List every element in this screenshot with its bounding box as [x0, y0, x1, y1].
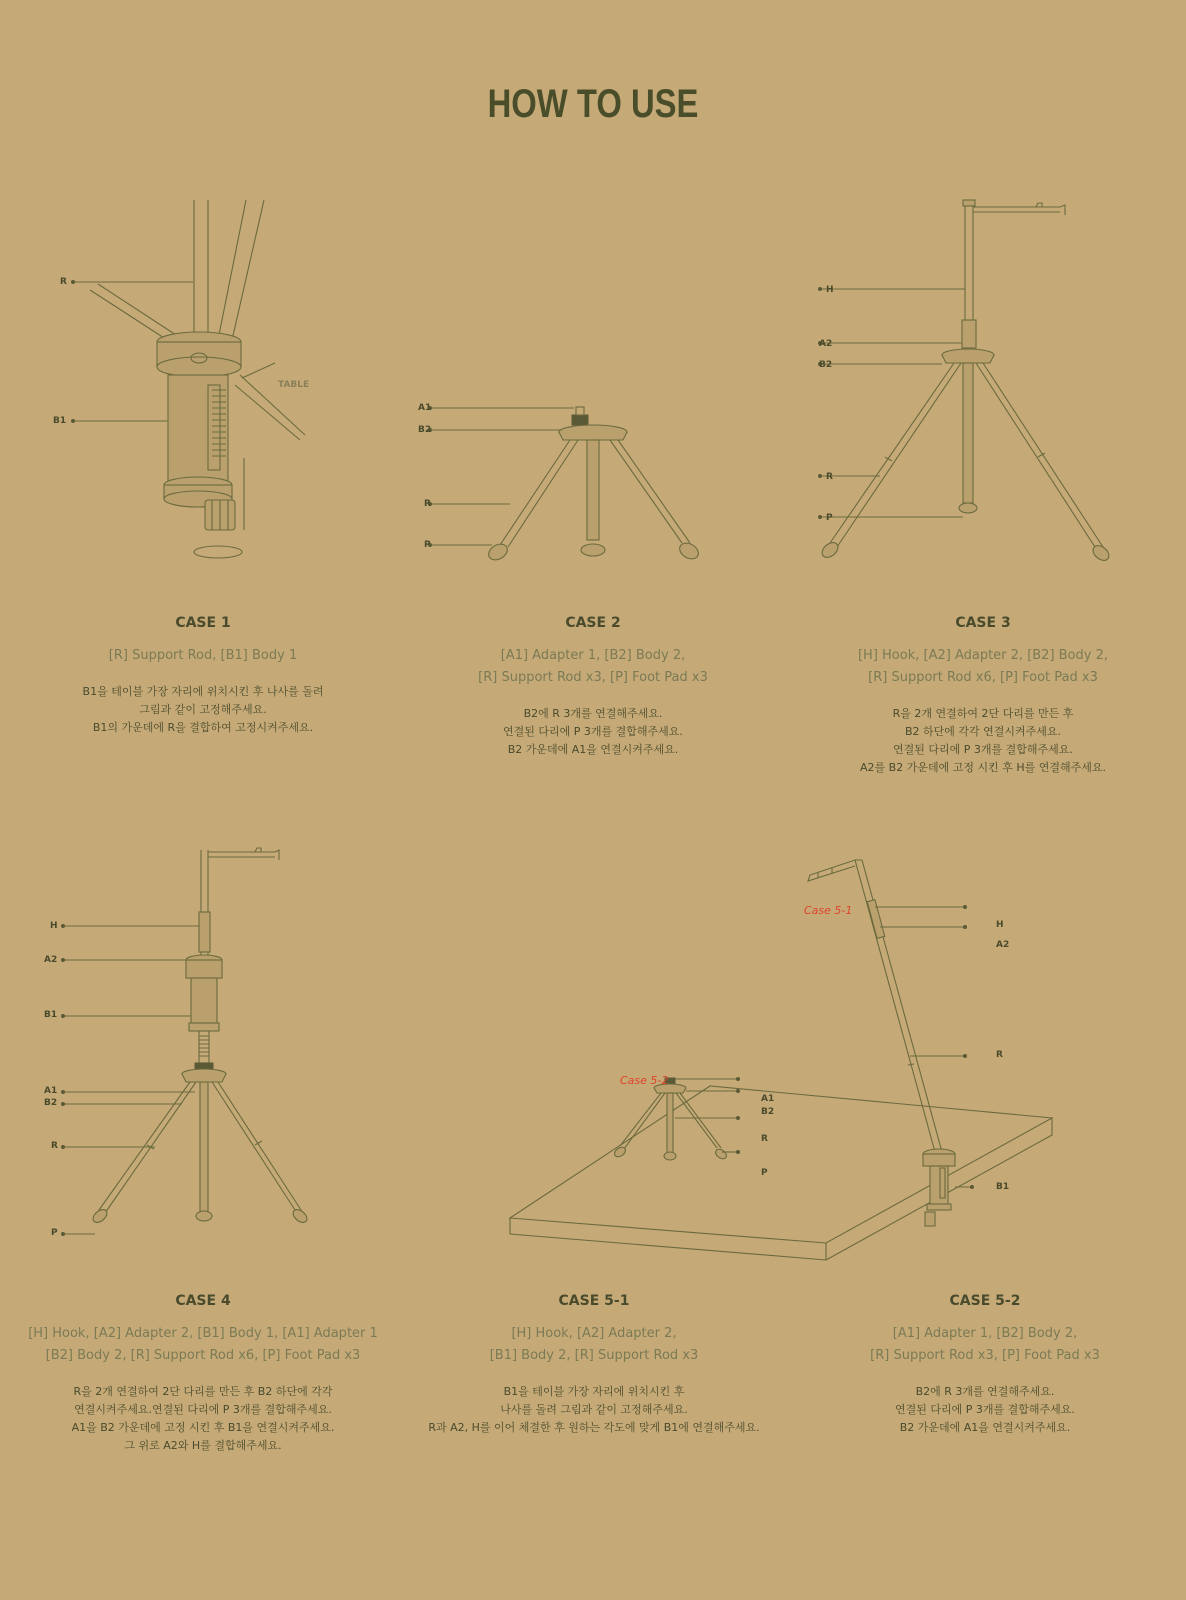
- case-description: [785, 1383, 1185, 1437]
- description-line: B2에 R 3개를 연결해주세요.: [523, 707, 663, 720]
- description-line: B2 가운데에 A1을 연결시켜주세요.: [899, 1421, 1071, 1434]
- case-3-block: [783, 615, 1183, 777]
- case-1-block: [23, 615, 383, 737]
- description-line: B1을 테이블 가장 자리에 위치시킨 후 나사를 돌려: [82, 685, 324, 698]
- parts-line: [R] Support Rod, [B1] Body 1: [108, 648, 298, 663]
- case-title: CASE 5-1: [558, 1293, 630, 1309]
- description-line: R과 A2, H를 이어 체결한 후 원하는 각도에 맞게 B1에 연결해주세요.: [428, 1421, 760, 1434]
- case4-label-b2: B2: [44, 1098, 58, 1108]
- parts-line: [B1] Body 2, [R] Support Rod x3: [489, 1348, 699, 1363]
- case4-label-a1: A1: [44, 1086, 58, 1096]
- description-line: A1을 B2 가운데에 고정 시킨 후 B1을 연결시켜주세요.: [71, 1421, 335, 1434]
- case-4-block: [3, 1293, 403, 1455]
- description-line: 연결된 다리에 P 3개를 결합해주세요.: [503, 725, 683, 738]
- description-line: B2 가운데에 A1을 연결시켜주세요.: [507, 743, 679, 756]
- case3-label-h: H: [826, 285, 834, 295]
- parts-line: [A1] Adapter 1, [B2] Body 2,: [500, 648, 686, 663]
- case-parts: [23, 645, 383, 667]
- case-title: CASE 5-2: [949, 1293, 1021, 1309]
- case-title: CASE 2: [565, 615, 621, 631]
- case2-label-p: P: [424, 540, 431, 550]
- case5-label-r-lower: R: [761, 1134, 768, 1144]
- case-parts: [394, 1323, 794, 1367]
- case1-label-table: TABLE: [278, 380, 310, 390]
- case2-label-r: R: [424, 499, 431, 509]
- case-description: [393, 705, 793, 759]
- parts-line: [R] Support Rod x3, [P] Foot Pad x3: [870, 1348, 1100, 1363]
- case1-illustration: [50, 200, 330, 580]
- case-description: [394, 1383, 794, 1437]
- case1-label-b1: B1: [53, 416, 67, 426]
- case3-label-p: P: [826, 513, 833, 523]
- case4-label-b1: B1: [44, 1010, 58, 1020]
- case3-label-r: R: [826, 472, 833, 482]
- page-title: HOW TO USE: [487, 82, 699, 126]
- case5-label-r-upper: R: [996, 1050, 1003, 1060]
- case-title: CASE 3: [955, 615, 1011, 631]
- description-line: R을 2개 연결하여 2단 다리를 만든 후: [892, 707, 1074, 720]
- case-5-1-block: [394, 1293, 794, 1437]
- case1-label-r: R: [60, 277, 67, 287]
- case-parts: [785, 1323, 1185, 1367]
- case4-label-h: H: [50, 921, 58, 931]
- case-parts: [3, 1323, 403, 1367]
- case-2-block: [393, 615, 793, 759]
- description-line: A2를 B2 가운데에 고정 시킨 후 H를 연결해주세요.: [860, 761, 1106, 774]
- description-line: B2에 R 3개를 연결해주세요.: [915, 1385, 1055, 1398]
- case4-label-p: P: [51, 1228, 58, 1238]
- case-title: CASE 1: [175, 615, 231, 631]
- case5-label-a2: A2: [996, 940, 1010, 950]
- parts-line: [H] Hook, [A2] Adapter 2, [B2] Body 2,: [857, 648, 1109, 663]
- case5-2-tag: Case 5-2: [620, 1074, 669, 1087]
- description-line: 그림과 같이 고정해주세요.: [139, 703, 267, 716]
- case5-label-b2: B2: [761, 1107, 775, 1117]
- case3-label-a2: A2: [819, 339, 833, 349]
- description-line: 그 위로 A2와 H를 결합해주세요.: [124, 1439, 282, 1452]
- parts-line: [H] Hook, [A2] Adapter 2, [B1] Body 1, [A1] Adapter 1: [28, 1326, 378, 1341]
- case5-label-h: H: [996, 920, 1004, 930]
- parts-line: [R] Support Rod x3, [P] Foot Pad x3: [478, 670, 708, 685]
- description-line: 연결된 다리에 P 3개를 결합해주세요.: [893, 743, 1073, 756]
- parts-line: [A1] Adapter 1, [B2] Body 2,: [892, 1326, 1078, 1341]
- description-line: 나사를 돌려 그림과 같이 고정해주세요.: [500, 1403, 688, 1416]
- case5-label-a1: A1: [761, 1094, 775, 1104]
- parts-line: [B2] Body 2, [R] Support Rod x6, [P] Foot Pad x3: [45, 1348, 361, 1363]
- description-line: 연결된 다리에 P 3개를 결합해주세요.: [895, 1403, 1075, 1416]
- parts-line: [H] Hook, [A2] Adapter 2,: [511, 1326, 677, 1341]
- case2-illustration: [420, 395, 710, 575]
- description-line: B2 하단에 각각 연결시켜주세요.: [904, 725, 1062, 738]
- case-parts: [783, 645, 1183, 689]
- case-title: CASE 4: [175, 1293, 231, 1309]
- case-parts: [393, 645, 793, 689]
- case4-illustration: [55, 850, 335, 1250]
- description-line: B1을 테이블 가장 자리에 위치시킨 후: [503, 1385, 685, 1398]
- case2-label-b2: B2: [418, 425, 432, 435]
- case-description: [783, 705, 1183, 777]
- case-description: [23, 683, 383, 737]
- case5-label-b1: B1: [996, 1182, 1010, 1192]
- case4-label-a2: A2: [44, 955, 58, 965]
- description-line: R을 2개 연결하여 2단 다리를 만든 후 B2 하단에 각각: [73, 1385, 333, 1398]
- case4-label-r: R: [51, 1141, 58, 1151]
- case5-label-p: P: [761, 1168, 768, 1178]
- description-line: 연결시켜주세요.연결된 다리에 P 3개를 결합해주세요.: [74, 1403, 332, 1416]
- case3-illustration: [810, 195, 1140, 580]
- case5-1-tag: Case 5-1: [804, 904, 853, 917]
- case3-label-b2: B2: [819, 360, 833, 370]
- parts-line: [R] Support Rod x6, [P] Foot Pad x3: [868, 670, 1098, 685]
- description-line: B1의 가운데에 R을 결합하여 고정시켜주세요.: [92, 721, 314, 734]
- case5-illustration: [510, 850, 1070, 1250]
- case-description: [3, 1383, 403, 1455]
- case-5-2-block: [785, 1293, 1185, 1437]
- case2-label-a1: A1: [418, 403, 432, 413]
